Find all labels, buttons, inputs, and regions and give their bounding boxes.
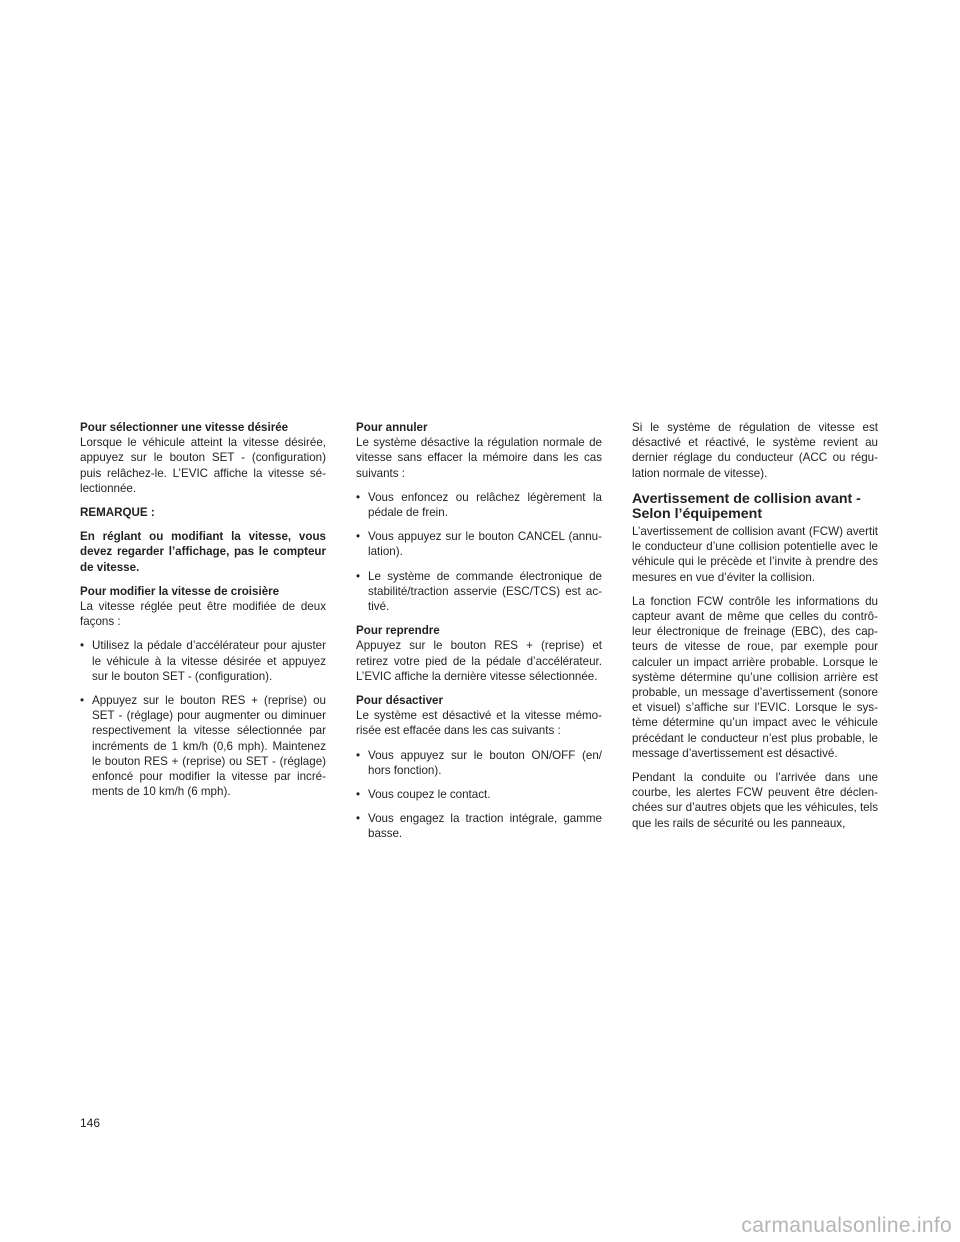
heading-modify-speed: Pour modifier la vitesse de croisière	[80, 584, 280, 598]
heading-resume: Pour reprendre	[356, 624, 440, 638]
paragraph-fcw-curves: Pendant la conduite ou l’arrivée dans une courbe, les alertes FCW peuvent être déclen-chées sur d’autres objets que les véhicules, tels que les rails de sécurité ou les panneaux,	[632, 771, 878, 830]
watermark: carmanualsonline.info	[741, 1214, 952, 1237]
paragraph-fcw-intro: L’avertissement de collision avant (FCW) avertit le conducteur d’une collision potentielle avec le véhicule qui le précède et l’invite à prendre des mesures en vue d’éviter la collision.	[632, 525, 878, 584]
list-item: • Vous appuyez sur le bouton CANCEL (annu-lation).	[356, 529, 602, 559]
note-label: REMARQUE :	[80, 506, 155, 520]
paragraph-modify-speed: La vitesse réglée peut être modifiée de deux façons :	[80, 600, 326, 629]
section-heading-fcw-line1: Avertissement de collision avant -	[632, 490, 861, 507]
list-item: • Appuyez sur le bouton RES + (reprise) ou SET - (réglage) pour augmenter ou diminuer respectivement la vitesse sélectionnée par incréments de 1 km/h (0,6 mph). Maintenez le bouton RES + (reprise) ou SET - (réglage) enfoncé pour modifier la vitesse par incré-ments de 10 km/h (6 mph).	[80, 693, 326, 799]
heading-select-speed: Pour sélectionner une vitesse désirée	[80, 421, 289, 434]
deactivate-bullet-list	[356, 748, 602, 842]
section-heading-fcw	[632, 492, 878, 523]
list-item: • Vous enfoncez ou relâchez légèrement la pédale de frein.	[356, 490, 602, 520]
section-heading-fcw-line2: Selon l’équipement	[632, 506, 763, 523]
list-item: • Vous coupez le contact.	[356, 787, 602, 802]
paragraph-cancel: Le système désactive la régulation normale de vitesse sans effacer la mémoire dans les cas suivants :	[356, 436, 602, 480]
list-item: • Vous appuyez sur le bouton ON/OFF (en/ hors fonction).	[356, 748, 602, 778]
paragraph-reactivate: Si le système de régulation de vitesse est désactivé et réactivé, le système revient au dernier réglage du conducteur (ACC ou régu-lation normale de vitesse).	[632, 421, 878, 480]
column-middle	[356, 420, 602, 851]
note-text: En réglant ou modifiant la vitesse, vous devez regarder l’affichage, pas le compteur de vitesse.	[80, 530, 326, 574]
heading-cancel: Pour annuler	[356, 421, 428, 434]
page-number: 146	[80, 1116, 101, 1130]
list-item: • Le système de commande électronique de stabilité/traction asservie (ESC/TCS) est ac-tivé.	[356, 569, 602, 615]
column-left	[80, 420, 326, 808]
paragraph-deactivate: Le système est désactivé et la vitesse mémo-risée est effacée dans les cas suivants :	[356, 709, 602, 738]
list-item: • Vous engagez la traction intégrale, gamme basse.	[356, 811, 602, 841]
modify-bullet-list	[80, 638, 326, 799]
column-right	[632, 420, 878, 840]
list-item: • Utilisez la pédale d’accélérateur pour ajuster le véhicule à la vitesse désirée et appuyez sur le bouton SET - (configuration).	[80, 638, 326, 684]
heading-deactivate: Pour désactiver	[356, 694, 443, 708]
paragraph-fcw-function: La fonction FCW contrôle les informations du capteur avant de même que celles du contrô-leur électronique de freinage (EBC), des cap-teurs de vitesse de roue, par exemple pour calculer un impact arrière probable. Lorsque le système détermine qu’une collision arrière est probable, un message d’avertissement (sonore et visuel) s’affiche sur l’EVIC. Lorsque le sys-tème détermine qu’un impact avec le véhicule précédant le conducteur n’est plus probable, le message d’avertissement est désactivé.	[632, 594, 878, 760]
paragraph-select-speed: Lorsque le véhicule atteint la vitesse désirée, appuyez sur le bouton SET - (configuration) puis relâchez-le. L’EVIC affiche la vitesse sé-lectionnée.	[80, 436, 326, 495]
paragraph-resume: Appuyez sur le bouton RES + (reprise) et retirez votre pied de la pédale d’accélérateur. L’EVIC affiche la dernière vitesse sélectionnée.	[356, 639, 602, 683]
cancel-bullet-list	[356, 490, 602, 614]
